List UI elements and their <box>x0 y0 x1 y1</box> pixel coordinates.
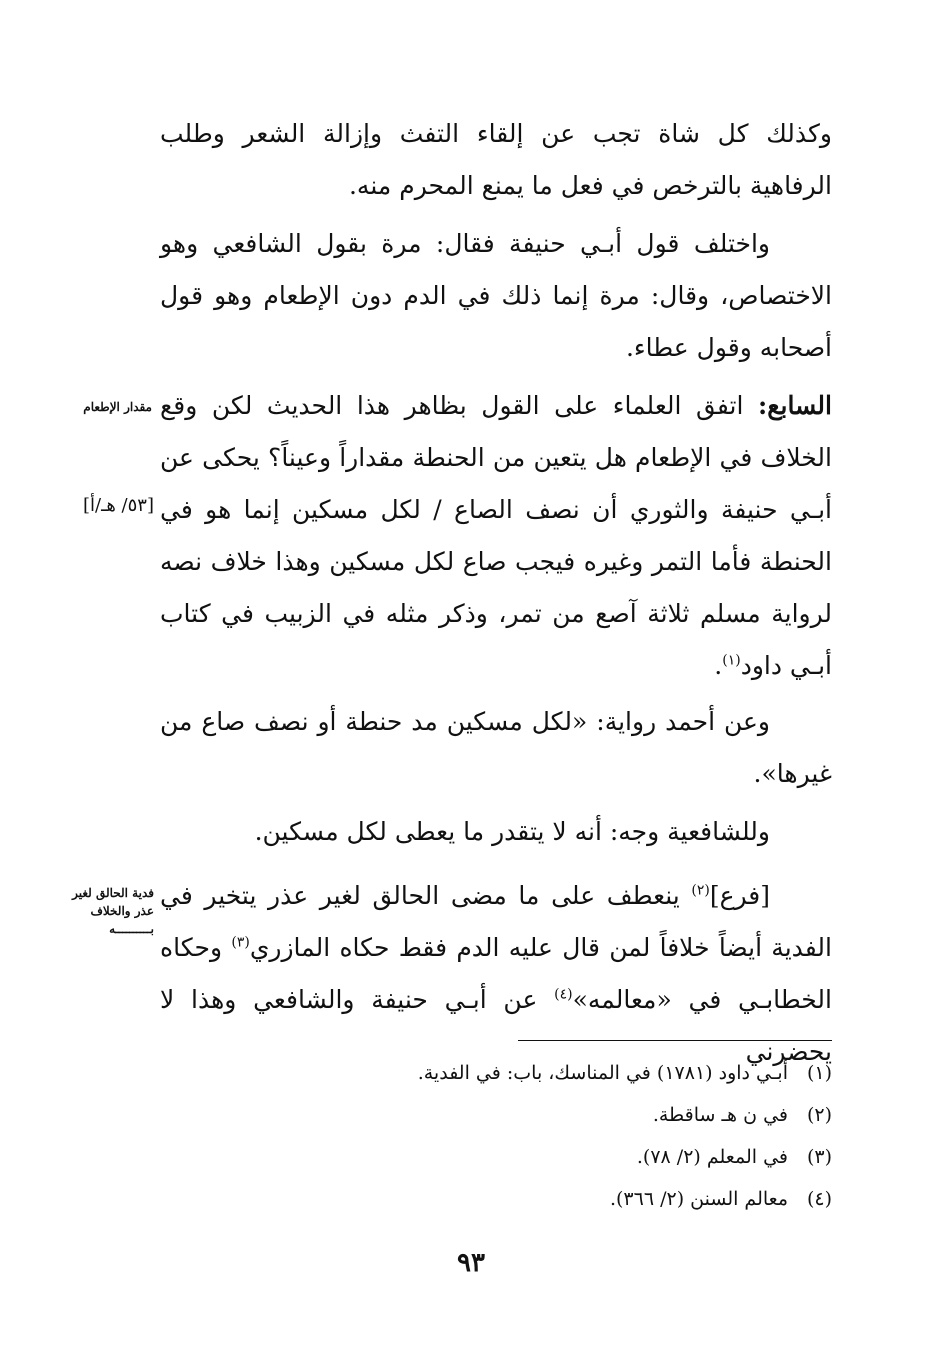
paragraph-3-text: السابع: اتفق العلماء على القول بظاهر هذا الحديث لكن وقع الخلاف في الإطعام هل يتعين من الحنطة مقداراً وعيناً؟ يحكى عن أبـي حنيفة والثوري أن نصف الصاع / لكل مسكين إنما هو في الحنطة فأما التمر وغيره فيجب صاع لكل مسكين وهذا خلاف نصه لرواية مسلم ثلاثة آصع من تمر، وذكر مثله في الزبيب في كتاب أبـي داود$^{(١)}$. <box>160 391 832 680</box>
footnote-2: (٢)في ن هـ ساقطة. <box>652 1104 832 1126</box>
footnote-divider <box>518 1040 832 1041</box>
section-heading-seventh: السابع: <box>758 391 832 420</box>
paragraph-4 <box>160 696 832 800</box>
paragraph-1-text: وكذلك كل شاة تجب عن إلقاء التفث وإزالة الشعر وطلب الرفاهية بالترخص في فعل ما يمنع المحرم منه. <box>160 119 832 200</box>
margin-note-shaver-ransom: فدية الحالق لغير عذر والخلاف بــــــــــه <box>72 886 154 936</box>
paragraph-6-text: [فرع]$^{(٢)}$ ينعطف على ما مضى الحالق لغير عذر يتخير في الفدية أيضاً خلافاً لمن قال عليه الدم فقط حكاه المازري$^{(٣)}$ وحكاه الخطابـي في «معالمه»$^{(٤)}$ عن أبـي حنيفة والشافعي وهذا لا يحضرني <box>160 881 832 1066</box>
page-number: ٩٣ <box>457 1248 485 1278</box>
paragraph-4-text: وعن أحمد رواية: «لكل مسكين مد حنطة أو نصف صاع من غيرها». <box>160 707 832 788</box>
manuscript-folio-ref: [٥٣/ هـ/أ] <box>82 495 154 516</box>
paragraph-1 <box>160 108 832 212</box>
paragraph-5 <box>160 806 832 858</box>
paragraph-2 <box>160 218 832 374</box>
footnote-ref-4[interactable]: (٤) <box>554 986 573 1003</box>
footnote-ref-1[interactable]: (١) <box>722 652 741 669</box>
branch-label: [فرع] <box>709 881 770 910</box>
footnote-3: (٣)في المعلم (٢/ ٧٨). <box>636 1146 832 1168</box>
footnote-ref-2[interactable]: (٢) <box>691 882 710 899</box>
footnote-1: (١)أبـي داود (١٧٨١) في المناسك، باب: في الفدية. <box>417 1062 832 1084</box>
margin-note-feeding-amount: مقدار الإطعام <box>83 400 152 414</box>
footnote-ref-3[interactable]: (٣) <box>231 934 250 951</box>
footnote-4: (٤)معالم السنن (٢/ ٣٦٦). <box>609 1188 832 1210</box>
footnotes <box>330 1052 832 1220</box>
paragraph-2-text: واختلف قول أبـي حنيفة فقال: مرة بقول الشافعي وهو الاختصاص، وقال: مرة إنما ذلك في الدم دون الإطعام وهو قول أصحابه وقول عطاء. <box>160 229 832 362</box>
paragraph-3 <box>160 380 832 692</box>
paragraph-5-text: وللشافعية وجه: أنه لا يتقدر ما يعطى لكل مسكين. <box>254 817 770 846</box>
paragraph-6 <box>160 870 832 1078</box>
